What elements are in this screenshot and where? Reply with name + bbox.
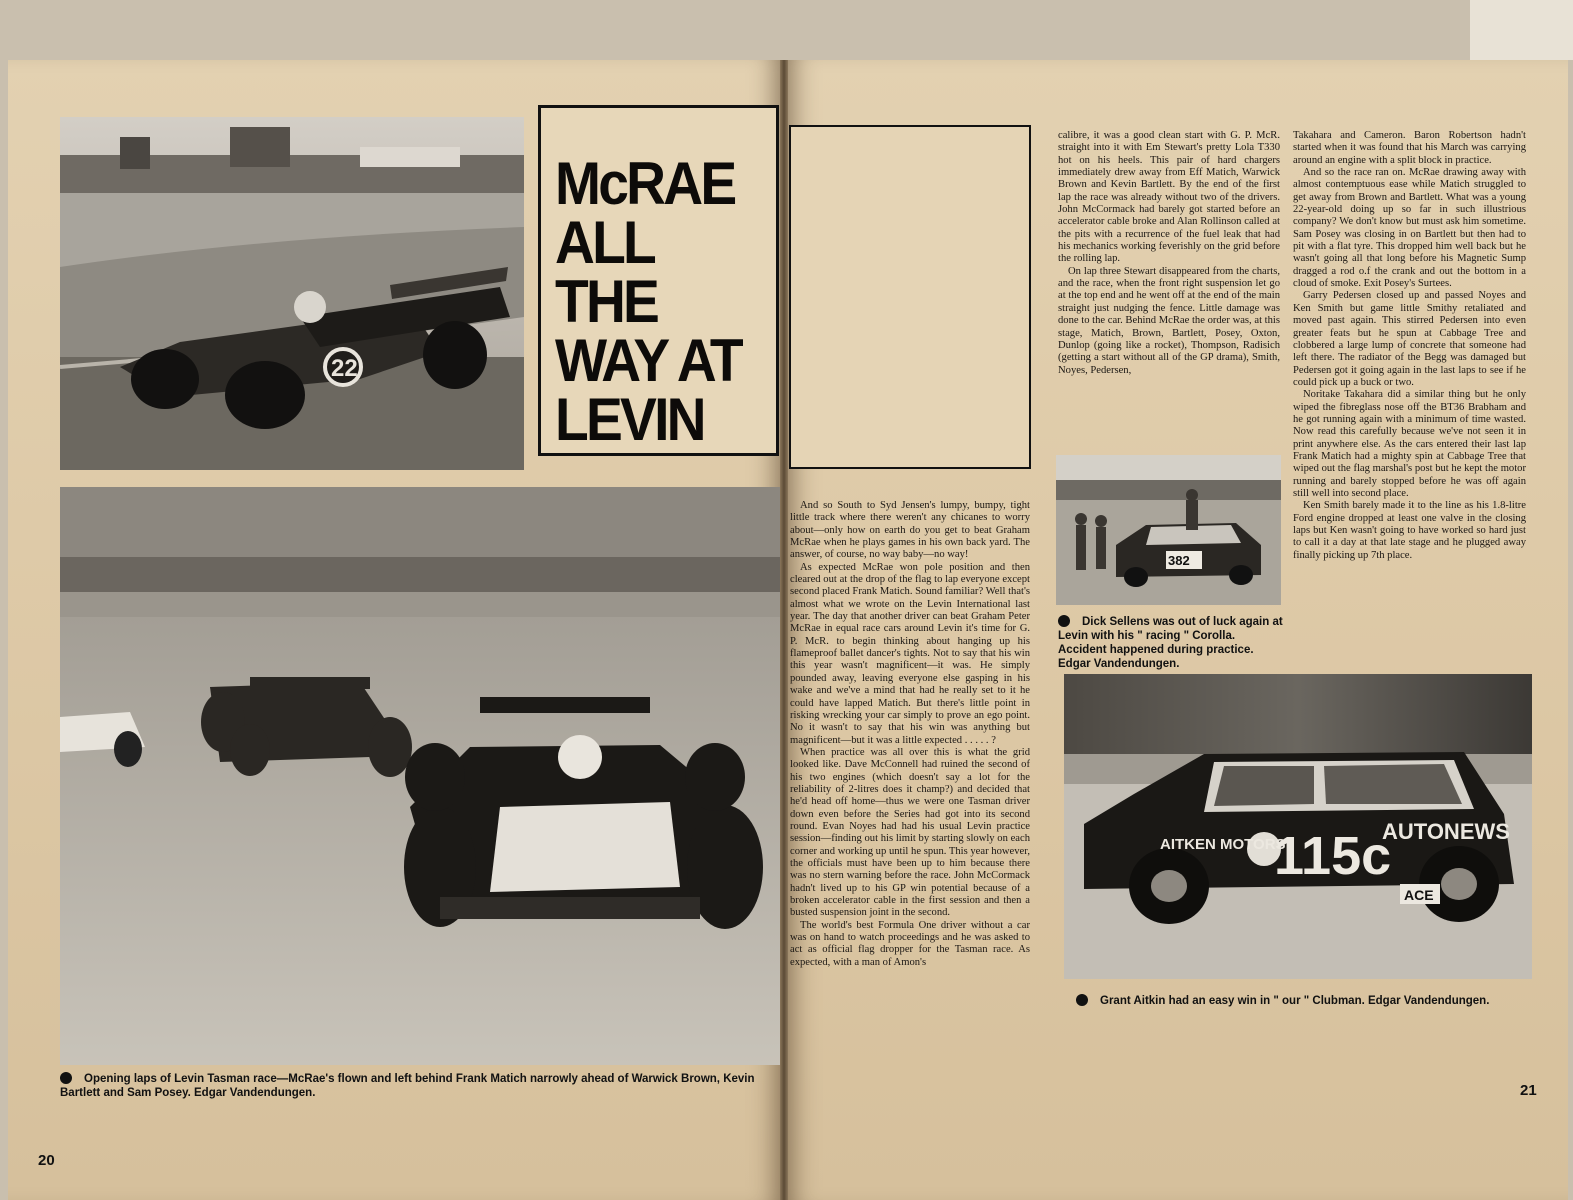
photo-race-start: [60, 487, 780, 1065]
page-number-left: 20: [38, 1152, 55, 1169]
col3-paragraph: Takahara and Cameron. Baron Robertson hadn't started when it was found that his March was carrying around an engine with a split block in practice.: [1293, 130, 1526, 166]
col3-paragraph: Ken Smith barely made it to the line as his 1.8-litre Ford engine dropped at least one valve in the closing laps but Ken wasn't going to have worked so hard just to call it a day at that late stage and he plugged away finally picking up 7th place.: [1293, 500, 1526, 561]
col3-paragraph: Noritake Takahara did a similar thing but he only wiped the fibreglass nose off the BT36 Brabham and he got running again with a minimum of time wasted. Now read this carefully because we've not seen it in print anywhere else. As the cars entered their last lap Frank Matich had a mighty spin at Cabbage Tree that wiped out the flag marshal's post but he kept the motor running and barely stopped before he was off again still well into second place.: [1293, 389, 1526, 499]
photo-corolla-382: [1056, 455, 1281, 605]
col2-paragraph: On lap three Stewart disappeared from the charts, and the race, when the front right suspension let go at the top end and he went off at the end of the main straight just nudging the fence. Little damage was done to the car. Behind McRae the order was, at this stage, Matich, Brown, Bartlett, Posey, Oxton, Dunlop (going like a rocket), Thompson, Radisich (getting a start without all of the GP drama), Smith, Noyes, Pedersen,: [1058, 265, 1280, 376]
background-surface: [1470, 0, 1573, 60]
headline-line-1: McRAE: [555, 150, 735, 217]
article-column-2: [1058, 130, 1280, 455]
col1-paragraph: And so South to Syd Jensen's lumpy, bumpy, tight little track where there weren't any chicanes to worry about—only how on earth do you get to beat Graham McRae when he plays games in his own back yard. The answer, of course, no way baby—no way!: [790, 500, 1030, 561]
page-gutter: [780, 60, 788, 1200]
corolla-number: 382: [1168, 553, 1190, 568]
caption-bullet-icon: [1076, 994, 1088, 1006]
photo-formula-car-22: [60, 117, 524, 470]
caption-clubman-text: Grant Aitkin had an easy win in " our " Clubman. Edgar Vandendungen.: [1100, 995, 1490, 1007]
col1-paragraph: As expected McRae won pole position and then cleared out at the drop of the flag to lap everyone except second placed Frank Matich. Sound familiar? Well that's almost what we wrote on the Levin International last year. The day that another driver can beat Graham Peter McRae in equal race cars around Levin it's time for G. P. McR. to begin thinking about hanging up his flameproof ballet dancer's tights. Not to say that his win this year wasn't magnificent—it was. He simply pounded away, leaving everyone else gasping in his wake and we've a mind that had he really set to it he could have lapped Matich. But there's little point in risking wrecking your car simply to prove an ego point. No it wasn't to say that his win was anything but magnificent—but it was a little expected . . . . . ?: [790, 561, 1030, 746]
col1-paragraph: The world's best Formula One driver without a car was on hand to watch proceedings and he was asked to act as official flag dropper for the Tasman race. As expected, with a man of Amon's: [790, 919, 1030, 968]
caption-main-text: Opening laps of Levin Tasman race—McRae's flown and left behind Frank Matich narrowly ahead of Warwick Brown, Kevin Bartlett and Sam Posey. Edgar Vandendungen.: [60, 1073, 755, 1099]
left-page: [8, 60, 780, 1200]
mini-sponsor-aitken: AITKEN MOTORS: [1160, 836, 1286, 853]
col3-paragraph: And so the race ran on. McRae drawing away with almost contemptuous ease while Matich struggled to get away from Brown and Bartlett. What was a young 22-year-old doing up so far in such illustrious company? We don't know but must ask him sometime. Sam Posey was closing in on Bartlett but then had to pit with a flat tyre. This dropped him well back but he wasn't going all that long before his Magnetic Sump dragged a rod o.f the crank and out the bottom in a cloud of smoke. Exit Posey's Surtees.: [1293, 167, 1526, 290]
caption-corolla: [1058, 615, 1283, 671]
headline-line-3: WAY AT: [555, 327, 741, 394]
mini-number: 115c: [1274, 826, 1392, 886]
col3-paragraph: Garry Pedersen closed up and passed Noyes and Ken Smith but game little Smithy retaliated and moved past again. This stirred Pedersen into even greater feats but he spun at Cabbage Tree and clobbered a large lump of concrete that someone had left there. The radiator of the Begg was damaged but Pedersen got it going again in the last laps to see if he could pick up a buck or two.: [1293, 290, 1526, 388]
caption-corolla-text: Dick Sellens was out of luck again at Levin with his " racing " Corolla. Accident happened during practice. Edgar Vandendungen.: [1058, 616, 1283, 670]
car-number-22: 22: [331, 355, 358, 382]
mini-sponsor-autonews: AUTONEWS: [1382, 819, 1510, 844]
caption-race-start: [60, 1072, 760, 1100]
page-number-right: 21: [1520, 1082, 1537, 1099]
col1-paragraph: When practice was all over this is what the grid looked like. Dave McConnell had ruined the second of his two engines (which doesn't say a lot for the reliability of 2-litres does it champ?) and decided that he'd head off home—thus we were one Tasman driver down even before the Series had got into its second round. Evan Noyes had had his usual Levin practice session—finding out his limit by starting slowly on each corner and working up until he spun. This year however, the officials must have been up to him because there was no stern warning before the race. John McCormack hadn't lived up to his GP win potential because of a broken accelerator cable in the first session and then a busted suspension joint in the second.: [790, 746, 1030, 919]
photo-mini-clubman: [1064, 674, 1532, 979]
col2-paragraph: calibre, it was a good clean start with G. P. McR. straight into it with Em Stewart's pretty Lola T330 hot on his heels. This pair of hard chargers immediately drew away from Eff Matich, Warwick Brown and Kevin Bartlett. By the end of the first lap the race was already without two of the drivers. John McCormack had barely got started before an accelerator cable broke and Alan Rollinson called at the pits with a recurrence of the fuel leak that had his mechanics working feverishly on the grid before the rolling lap.: [1058, 130, 1280, 265]
headline-line-2: ALL THE: [555, 209, 658, 335]
caption-bullet-icon: [60, 1072, 72, 1084]
right-page: [788, 60, 1568, 1200]
article-column-1: [790, 500, 1030, 1140]
article-column-3: [1293, 130, 1526, 670]
caption-clubman: [1076, 994, 1536, 1008]
magazine-spread: [8, 60, 1568, 1200]
empty-frame-box: [789, 125, 1031, 469]
caption-bullet-icon: [1058, 615, 1070, 627]
article-headline-box: [538, 105, 779, 456]
headline-line-4: LEVIN: [555, 386, 704, 453]
mini-sponsor-ace: ACE: [1404, 887, 1434, 903]
